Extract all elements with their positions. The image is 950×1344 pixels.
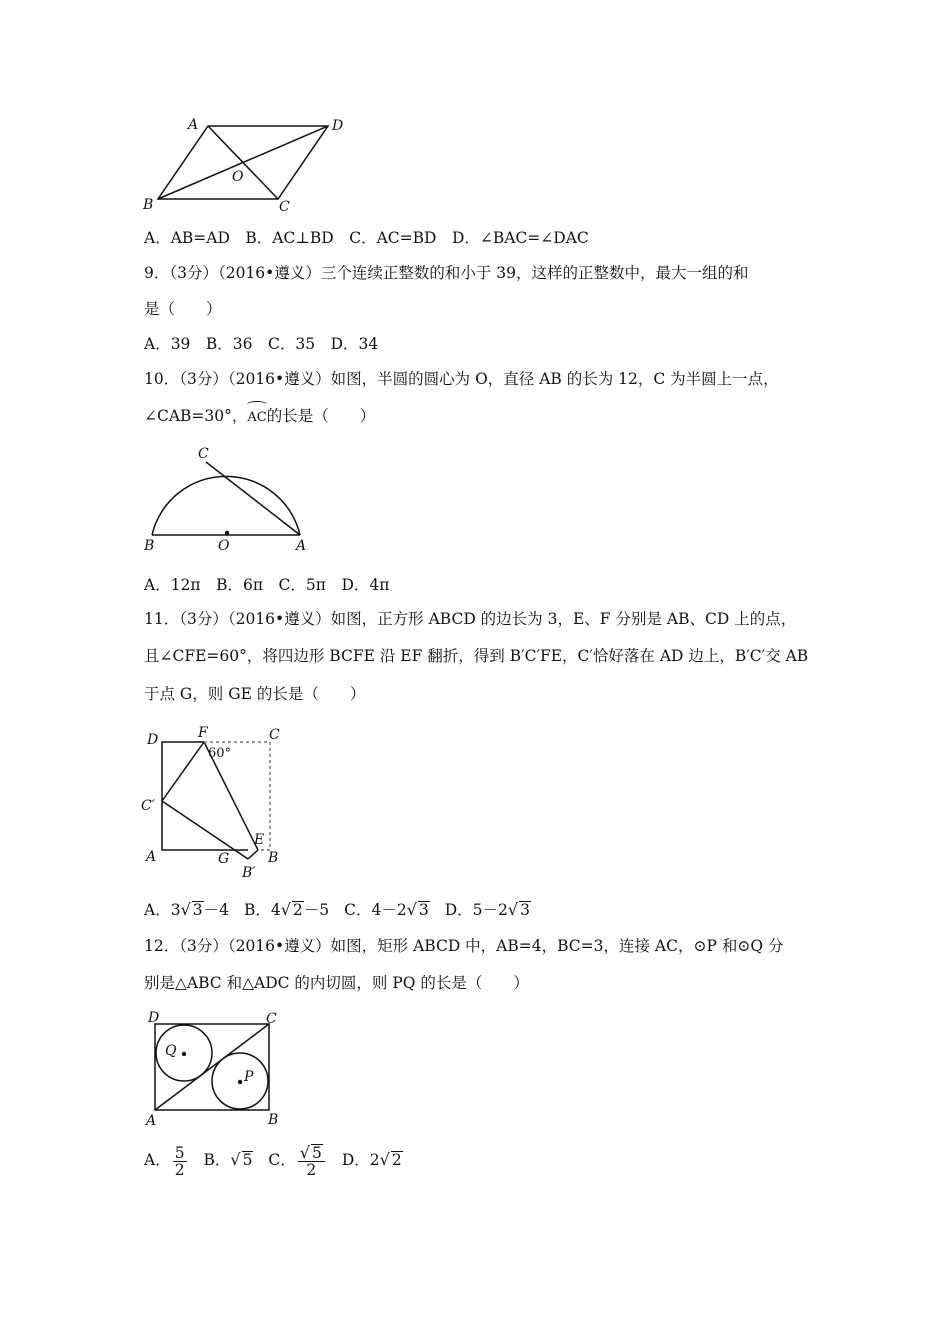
q11-options [144,900,541,920]
q10-text-line1: 10．（3分）（2016•遵义）如图，半圆的圆心为 O，直径 AB 的长为 12，C 为半圆上一点， [144,370,779,388]
label-o: O [232,169,244,185]
q10-line2-post: 的长是（ ） [266,407,376,425]
q12-c-numerator-radicand: 5 [312,1144,322,1162]
q11-c-radicand: 3 [418,901,429,919]
q10-options: A．12π B．6π C．5π D．4π [144,576,390,594]
label-c: C [266,1011,277,1027]
q10-text-line2 [144,406,375,428]
q12-d-radicand: 2 [391,1151,402,1169]
q11-a-radicand: 3 [192,901,203,919]
q11-a-pre: A．3 [144,901,181,919]
q10-semicircle-figure [138,440,318,556]
label-d: D [332,118,344,134]
q11-square-fold-figure [138,720,288,886]
q11-b-pre: B．4 [243,901,281,919]
label-d: D [147,732,159,748]
q11-d-pre: D．5－2 [444,901,508,919]
segment-fc1 [162,742,204,801]
center-q-dot [182,1052,186,1056]
label-g: G [218,851,230,867]
q12-option-a [144,1144,189,1178]
q9-text-line2: 是（ ） [144,300,222,318]
q12-options [144,1144,413,1178]
q11-a-post: －4 [203,901,230,919]
q12-c-pre: C． [268,1151,296,1169]
label-b-prime: B′ [242,865,256,881]
q11-d-radicand: 3 [520,901,530,919]
center-o-dot [225,531,229,535]
arc-ac-notation [247,408,266,428]
q11-b-radicand: 2 [292,901,303,919]
label-p: P [244,1069,254,1085]
q11-option-b: B．4√ 2－5 [243,900,330,919]
q12-d-pre: D．2 [341,1151,380,1169]
arc-label: AC [247,410,267,425]
segment-b1e [248,850,258,859]
q12-b-pre: B． [203,1151,231,1169]
q11-c-pre: C．4－2 [344,901,407,919]
q12-option-b: B．√ 5 [203,1150,253,1169]
q11-option-a: A．3√ 3－4 [144,900,230,919]
q12-option-d: D．2√ 2 [341,1150,402,1169]
q12-c-denominator: 2 [306,1161,317,1179]
q9-text-line1: 9．（3分）（2016•遵义）三个连续正整数的和小于 39，这样的正整数中，最大一组的和 [144,264,749,282]
center-p-dot [238,1080,242,1084]
q11-option-c: C．4－2√ 3 [344,900,429,919]
label-c: C [279,199,290,215]
q8-options: A．AB=AD B．AC⊥BD C．AC=BD D．∠BAC=∠DAC [144,229,589,247]
q10-line2-pre: ∠CAB=30°， [144,407,248,425]
label-b: B [268,850,279,866]
label-e: E [254,832,265,848]
q12-rectangle-incircles-figure [138,1008,288,1132]
q11-text-line1: 11．（3分）（2016•遵义）如图，正方形 ABCD 的边长为 3，E、F 分别是 AB、CD 上的点， [144,610,797,628]
q12-b-radicand: 5 [242,1151,253,1169]
label-a: A [146,849,157,865]
label-o: O [218,538,230,554]
q12-a-pre: A． [144,1151,171,1169]
q11-text-line2: 且∠CFE=60°，将四边形 BCFE 沿 EF 翻折，得到 B′C′FE，C′恰好落在 AD 边上，B′C′交 AB [144,647,809,665]
label-q: Q [165,1043,177,1059]
q12-text-line1: 12．（3分）（2016•遵义）如图，矩形 ABCD 中，AB=4，BC=3，连接 AC，⊙P 和⊙Q 分 [144,937,784,955]
q12-text-line2: 别是△ABC 和△ADC 的内切圆，则 PQ 的长是（ ） [144,974,529,992]
q9-options: A．39 B．36 C．35 D．34 [144,335,379,353]
square-left-part [162,742,248,850]
label-d: D [148,1010,160,1026]
chord-ca [206,462,300,535]
label-c: C [269,727,280,743]
q12-a-numerator: 5 [174,1143,185,1162]
label-b: B [268,1112,279,1128]
label-c-prime: C′ [141,798,155,814]
q11-b-post: －5 [303,901,330,919]
label-a: A [146,1113,157,1129]
q8-parallelogram-figure [138,112,358,216]
label-a: A [188,117,199,133]
label-a: A [296,538,307,554]
semicircle-arc [152,476,300,535]
label-f: F [198,725,208,741]
q12-a-denominator: 2 [174,1160,185,1179]
label-angle-60: 60° [208,746,232,761]
q11-option-d: D．5－2√ 3 [444,900,530,919]
diagonal-ac [155,1024,269,1110]
label-b: B [144,538,155,554]
label-b: B [143,197,154,213]
q11-text-line3: 于点 G，则 GE 的长是（ ） [144,685,366,703]
q12-option-c: C． $\frac{√ 5}{2}$ [268,1144,326,1178]
label-c: C [198,446,209,462]
